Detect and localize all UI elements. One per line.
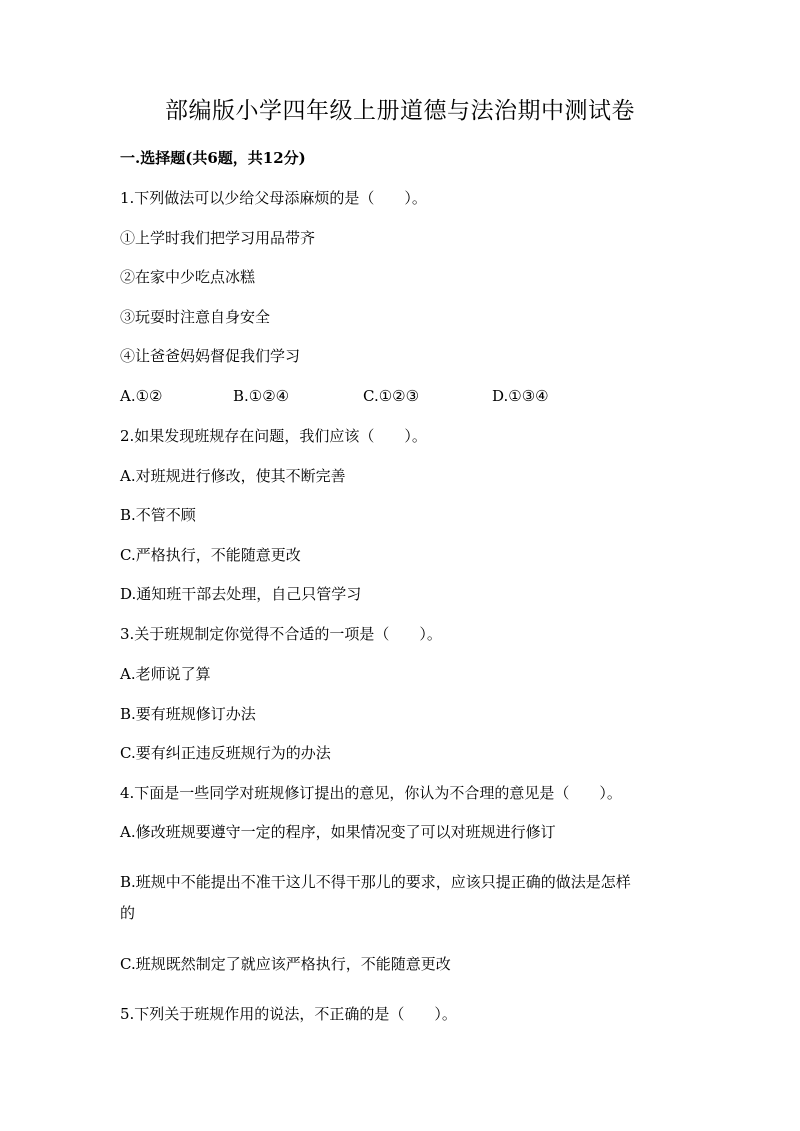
question-3-option-b: B.要有班规修订办法 (120, 705, 256, 723)
question-4-option-b-continued: 的 (120, 904, 136, 922)
question-2-stem: 2.如果发现班规存在问题，我们应该（ ）。 (120, 427, 427, 445)
question-1-item-2: ②在家中少吃点冰糕 (120, 268, 256, 286)
question-1-item-3: ③玩耍时注意自身安全 (120, 308, 271, 326)
page-title: 部编版小学四年级上册道德与法治期中测试卷 (165, 98, 635, 124)
question-5-stem: 5.下列关于班规作用的说法，不正确的是（ ）。 (120, 1005, 457, 1023)
choice-d: D.①③④ (492, 387, 549, 405)
question-1-item-1: ①上学时我们把学习用品带齐 (120, 229, 316, 247)
choice-c: C.①②③ (363, 387, 420, 405)
question-2-option-a: A.对班规进行修改，使其不断完善 (120, 467, 346, 485)
question-3-stem: 3.关于班规制定你觉得不合适的一项是（ ）。 (120, 625, 442, 643)
question-4-option-a: A.修改班规要遵守一定的程序，如果情况变了可以对班规进行修订 (120, 823, 556, 841)
question-3-option-a: A.老师说了算 (120, 665, 211, 683)
question-1-item-4: ④让爸爸妈妈督促我们学习 (120, 347, 301, 365)
question-1-choices (120, 386, 680, 406)
question-2-option-c: C.严格执行，不能随意更改 (120, 546, 301, 564)
question-1-stem: 1.下列做法可以少给父母添麻烦的是（ ）。 (120, 189, 427, 207)
question-2-option-b: B.不管不顾 (120, 506, 196, 524)
question-4-stem: 4.下面是一些同学对班规修订提出的意见，你认为不合理的意见是（ ）。 (120, 784, 622, 802)
question-4-option-c: C.班规既然制定了就应该严格执行，不能随意更改 (120, 955, 451, 973)
question-3-option-c: C.要有纠正违反班规行为的办法 (120, 744, 331, 762)
question-4-option-b: B.班规中不能提出不准干这儿不得干那儿的要求，应该只提正确的做法是怎样 (120, 873, 631, 891)
choice-a: A.①② (120, 387, 163, 405)
choice-b: B.①②④ (233, 387, 290, 405)
section-heading: 一.选择题(共6题，共12分) (120, 149, 306, 167)
question-2-option-d: D.通知班干部去处理，自己只管学习 (120, 585, 362, 603)
